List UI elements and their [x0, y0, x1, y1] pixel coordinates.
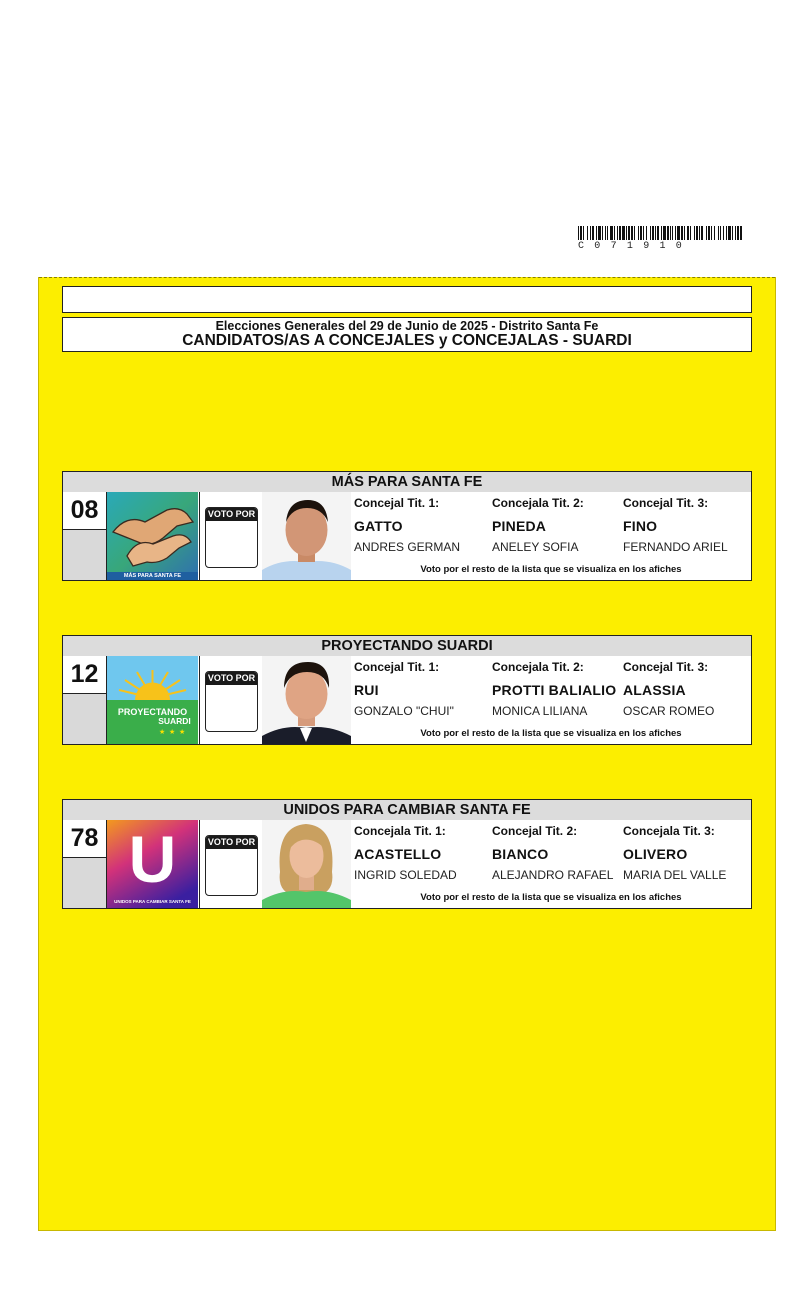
candidate-role: Concejala Tit. 2: — [492, 660, 584, 674]
barcode-bar — [661, 226, 662, 240]
barcode — [578, 226, 742, 254]
svg-text:★: ★ — [179, 728, 186, 736]
barcode-bar — [720, 226, 721, 240]
logo-caption: PROYECTANDO — [117, 707, 188, 717]
vote-cell — [199, 656, 263, 744]
barcode-bar — [672, 226, 673, 240]
candidate-firstname: INGRID SOLEDAD — [354, 868, 457, 882]
candidate-1 — [354, 660, 454, 718]
barcode-bar — [690, 226, 691, 240]
list-number-shade — [63, 530, 107, 580]
party-list-78 — [62, 799, 752, 911]
barcode-bar — [602, 226, 603, 240]
barcode-bar — [598, 226, 601, 240]
barcode-bar — [701, 226, 703, 240]
candidate-role: Concejala Tit. 1: — [354, 824, 446, 838]
barcode-bar — [634, 226, 635, 240]
candidate-1 — [354, 824, 457, 882]
barcode-bar — [628, 226, 630, 240]
barcode-bar — [578, 226, 579, 240]
rest-of-list-note: Voto por el resto de la lista que se visualiza en los afiches — [420, 564, 682, 575]
party-logo — [107, 492, 198, 580]
barcode-bars — [578, 226, 742, 240]
barcode-bar — [696, 226, 698, 240]
barcode-bar — [723, 226, 724, 240]
barcode-bar — [587, 226, 588, 240]
candidate-role: Concejala Tit. 3: — [623, 824, 715, 838]
barcode-bar — [640, 226, 642, 240]
candidate-lastname: FINO — [623, 518, 658, 534]
party-name: PROYECTANDO SUARDI — [62, 635, 752, 657]
candidate-lastname: GATTO — [354, 518, 403, 534]
candidate-firstname: ANDRES GERMAN — [354, 540, 461, 554]
vote-checkbox[interactable] — [205, 507, 258, 568]
candidate-lastname: ALASSIA — [623, 682, 686, 698]
barcode-bar — [708, 226, 710, 240]
party-name: MÁS PARA SANTA FE — [62, 471, 752, 493]
party-row — [62, 656, 752, 745]
candidate-firstname: GONZALO "CHUI" — [354, 704, 454, 718]
barcode-bar — [592, 226, 594, 240]
barcode-bar — [735, 226, 736, 240]
candidate-role: Concejal Tit. 3: — [623, 660, 709, 674]
barcode-bar — [699, 226, 700, 240]
rest-of-list-note: Voto por el resto de la lista que se visualiza en los afiches — [420, 728, 682, 739]
barcode-bar — [670, 226, 671, 240]
candidate-1 — [354, 496, 460, 554]
barcode-bar — [711, 226, 712, 240]
candidate-3 — [623, 496, 728, 554]
barcode-bar — [610, 226, 613, 240]
barcode-bar — [619, 226, 621, 240]
barcode-bar — [663, 226, 666, 240]
candidate-lastname: RUI — [354, 682, 379, 698]
party-list-12 — [62, 635, 752, 747]
category-title: CANDIDATOS/AS A CONCEJALES y CONCEJALAS - SUARDI — [182, 332, 632, 349]
candidate-firstname: ALEJANDRO RAFAEL — [492, 868, 614, 882]
barcode-bar — [655, 226, 656, 240]
candidate-lastname: PROTTI BALIALIO — [492, 682, 617, 698]
barcode-bar — [667, 226, 669, 240]
candidate-role: Concejal Tit. 1: — [354, 496, 440, 510]
party-name: UNIDOS PARA CAMBIAR SANTA FE — [62, 799, 752, 821]
candidate-photo — [262, 820, 351, 908]
list-number-shade — [63, 858, 107, 908]
barcode-bar — [638, 226, 639, 240]
candidate-3 — [623, 824, 726, 882]
barcode-bar — [626, 226, 627, 240]
barcode-bar — [614, 226, 615, 240]
candidate-role: Concejal Tit. 3: — [623, 496, 709, 510]
list-number-shade — [63, 694, 107, 744]
barcode-bar — [646, 226, 647, 240]
barcode-bar — [631, 226, 633, 240]
blank-header-box — [62, 286, 752, 313]
barcode-bar — [726, 226, 727, 240]
barcode-bar — [718, 226, 719, 240]
barcode-bar — [675, 226, 676, 240]
barcode-bar — [652, 226, 654, 240]
barcode-bar — [583, 226, 584, 240]
barcode-bar — [580, 226, 582, 240]
svg-text:★: ★ — [169, 728, 176, 736]
barcode-bar — [650, 226, 651, 240]
candidate-2 — [492, 660, 616, 718]
candidate-firstname: MARIA DEL VALLE — [623, 868, 727, 882]
candidate-firstname: MONICA LILIANA — [492, 704, 588, 718]
party-row — [62, 492, 752, 581]
barcode-bar — [657, 226, 659, 240]
barcode-bar — [684, 226, 685, 240]
barcode-bar — [740, 226, 742, 240]
barcode-number: C071910 — [578, 241, 693, 252]
list-number: 08 — [63, 492, 107, 530]
candidate-2 — [492, 496, 584, 554]
candidate-lastname: OLIVERO — [623, 846, 688, 862]
barcode-bar — [677, 226, 680, 240]
barcode-bar — [681, 226, 683, 240]
cut-line — [39, 277, 775, 278]
rest-of-list-note: Voto por el resto de la lista que se visualiza en los afiches — [420, 892, 682, 903]
barcode-bar — [590, 226, 591, 240]
candidate-firstname: ANELEY SOFIA — [492, 540, 579, 554]
list-number: 12 — [63, 656, 107, 694]
barcode-bar — [706, 226, 707, 240]
party-list-08 — [62, 471, 752, 583]
candidate-2 — [492, 824, 613, 882]
list-number: 78 — [63, 820, 107, 858]
vote-label: VOTO POR — [207, 673, 256, 683]
logo-letter: U — [128, 822, 177, 896]
vote-label: VOTO POR — [207, 837, 256, 847]
candidate-role: Concejal Tit. 1: — [354, 660, 440, 674]
vote-checkbox[interactable] — [205, 835, 258, 896]
vote-label: VOTO POR — [207, 509, 256, 519]
barcode-bar — [596, 226, 597, 240]
barcode-bar — [728, 226, 731, 240]
party-logo — [107, 820, 198, 908]
barcode-bar — [687, 226, 689, 240]
candidate-lastname: PINEDA — [492, 518, 547, 534]
ballot-header — [62, 317, 752, 352]
candidate-lastname: ACASTELLO — [354, 846, 442, 862]
candidate-3 — [623, 660, 714, 718]
party-logo — [107, 656, 198, 744]
barcode-bar — [694, 226, 695, 240]
logo-caption-2: SUARDI — [158, 716, 191, 726]
barcode-bar — [622, 226, 625, 240]
svg-text:★: ★ — [159, 728, 166, 736]
barcode-bar — [617, 226, 618, 240]
barcode-bar — [714, 226, 715, 240]
candidate-role: Concejala Tit. 2: — [492, 496, 584, 510]
candidate-firstname: FERNANDO ARIEL — [623, 540, 728, 554]
candidate-firstname: OSCAR ROMEO — [623, 704, 715, 718]
barcode-bar — [643, 226, 644, 240]
candidate-photo — [262, 492, 351, 580]
barcode-bar — [605, 226, 606, 240]
ballot-sheet — [38, 277, 776, 1231]
barcode-bar — [737, 226, 739, 240]
barcode-bar — [607, 226, 608, 240]
vote-cell — [199, 820, 263, 908]
vote-checkbox[interactable] — [205, 671, 258, 732]
logo-caption: UNIDOS PARA CAMBIAR SANTA FE — [114, 899, 191, 904]
candidate-lastname: BIANCO — [492, 846, 549, 862]
candidate-photo — [262, 656, 351, 744]
candidate-role: Concejal Tit. 2: — [492, 824, 578, 838]
election-title: Elecciones Generales del 29 de Junio de 2025 - Distrito Santa Fe — [215, 319, 599, 333]
barcode-bar — [732, 226, 733, 240]
party-row — [62, 820, 752, 909]
vote-cell — [199, 492, 263, 580]
logo-caption: MÁS PARA SANTA FE — [123, 573, 182, 579]
